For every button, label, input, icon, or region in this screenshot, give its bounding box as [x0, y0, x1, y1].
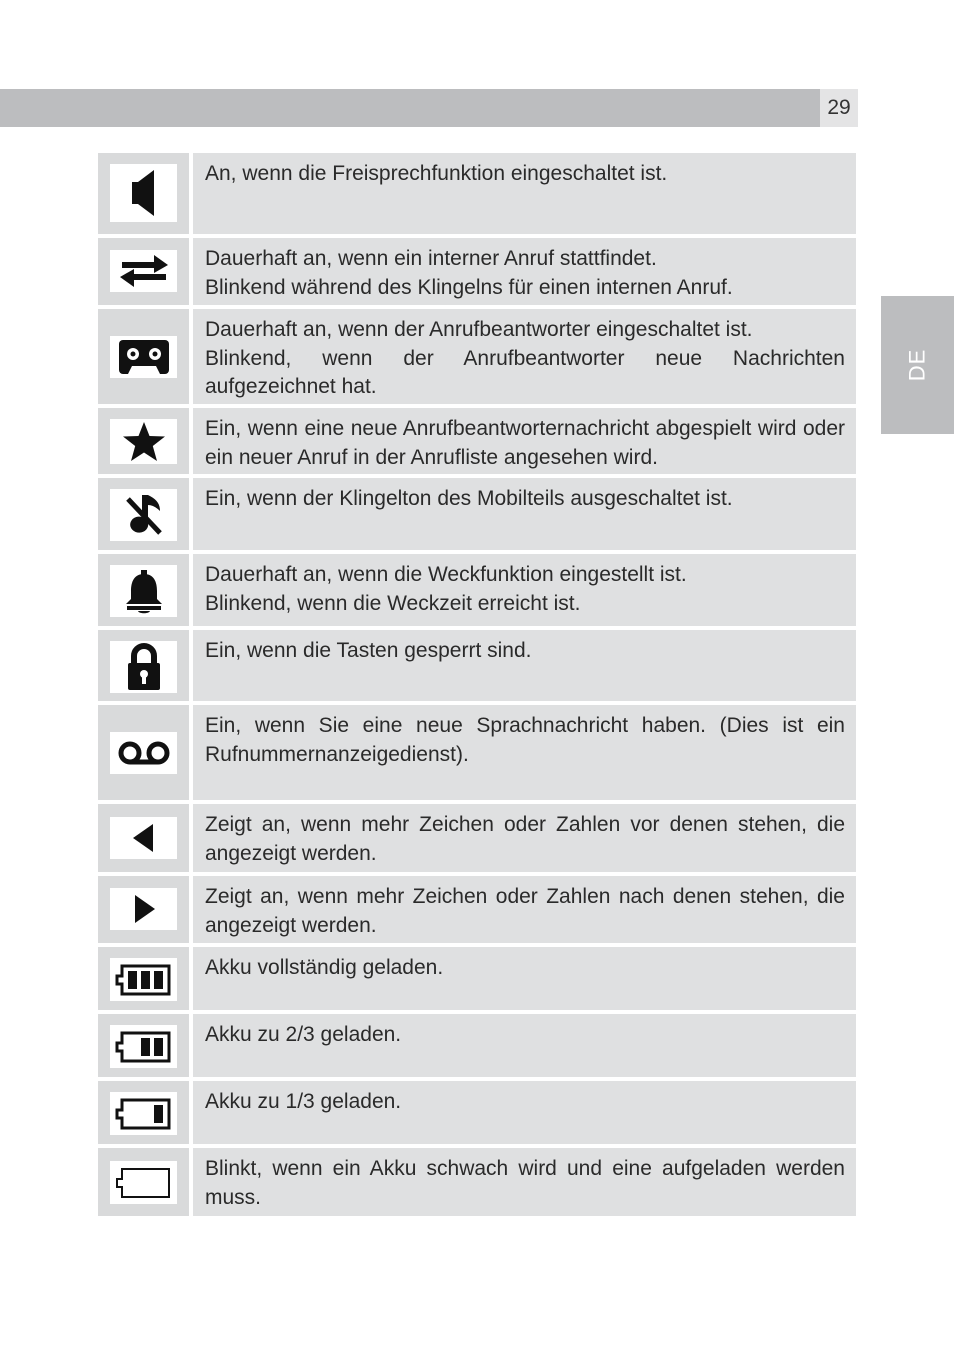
- description-cell: [193, 705, 856, 800]
- description-line: An, wenn die Freisprechfunktion eingeschaltet ist.: [205, 162, 668, 185]
- icon-cell: [98, 1148, 189, 1216]
- description-line: Akku zu 1/3 geladen.: [205, 1090, 402, 1113]
- table-row: [98, 947, 856, 1010]
- icon-cell: [98, 554, 189, 626]
- description-line: Blinkend, wenn der Anrufbeantworter neue Nachrichten aufgezeichnet hat.: [205, 346, 845, 398]
- table-row: [98, 478, 856, 550]
- battery-one-third-icon: [110, 1092, 177, 1135]
- icon-cell: [98, 1014, 189, 1077]
- description-line: Ein, wenn Sie eine neue Sprachnachricht haben. (Dies ist ein Rufnummernanzeigedienst).: [205, 714, 845, 766]
- icon-cell: [98, 947, 189, 1010]
- table-row: [98, 876, 856, 943]
- language-tab: [881, 296, 954, 434]
- answering-machine-icon: [110, 336, 177, 378]
- description-line: Blinkend während des Klingelns für einen internen Anruf.: [205, 275, 733, 299]
- icon-cell: [98, 1081, 189, 1144]
- description-line: Dauerhaft an, wenn der Anrufbeantworter eingeschaltet ist.: [205, 318, 753, 341]
- table-row: [98, 1014, 856, 1077]
- description-line: Ein, wenn die Tasten gesperrt sind.: [205, 639, 532, 662]
- arrow-left-icon: [110, 817, 177, 859]
- lock-icon: [110, 641, 177, 693]
- description-cell: [193, 630, 856, 701]
- table-row: [98, 1081, 856, 1144]
- battery-two-thirds-icon: [110, 1025, 177, 1068]
- battery-empty-icon: [110, 1161, 177, 1204]
- icon-cell: [98, 876, 189, 943]
- description-cell: [193, 947, 856, 1010]
- description-line: Akku vollständig geladen.: [205, 956, 444, 979]
- description-line: Ein, wenn der Klingelton des Mobilteils ausgeschaltet ist.: [205, 487, 733, 510]
- description-line: Blinkt, wenn ein Akku schwach wird und eine aufgeladen werden muss.: [205, 1157, 845, 1209]
- description-cell: [193, 1148, 856, 1216]
- icon-cell: [98, 238, 189, 305]
- battery-full-icon: [110, 958, 177, 1001]
- icon-cell: [98, 309, 189, 404]
- language-tab-label: DE: [904, 348, 930, 382]
- description-line: Ein, wenn eine neue Anrufbeantworternachricht abgespielt wird oder ein neuer Anruf in der Anrufliste angesehen wird.: [205, 417, 845, 469]
- table-row: [98, 630, 856, 701]
- description-cell: [193, 554, 856, 626]
- description-cell: [193, 1014, 856, 1077]
- page-number: 29: [820, 89, 858, 127]
- description-cell: [193, 1081, 856, 1144]
- alarm-bell-icon: [110, 565, 177, 617]
- header-bar: [0, 89, 820, 127]
- icon-cell: [98, 705, 189, 800]
- description-cell: [193, 478, 856, 550]
- description-cell: [193, 804, 856, 872]
- table-row: [98, 804, 856, 872]
- description-cell: [193, 876, 856, 943]
- description-line: Zeigt an, wenn mehr Zeichen oder Zahlen vor denen stehen, die angezeigt werden.: [205, 813, 845, 865]
- speaker-icon: [110, 164, 177, 222]
- description-cell: [193, 238, 856, 305]
- voicemail-icon: [110, 732, 177, 774]
- description-line: Dauerhaft an, wenn die Weckfunktion eingestellt ist.: [205, 563, 687, 586]
- table-row: [98, 408, 856, 474]
- icon-cell: [98, 153, 189, 234]
- table-row: [98, 554, 856, 626]
- star-icon: [110, 419, 177, 464]
- description-cell: [193, 408, 856, 474]
- description-cell: [193, 309, 856, 404]
- icon-cell: [98, 408, 189, 474]
- arrow-right-icon: [110, 888, 177, 930]
- description-line: Akku zu 2/3 geladen.: [205, 1023, 402, 1046]
- description-cell: [193, 153, 856, 234]
- intercom-arrows-icon: [110, 250, 177, 292]
- description-line: Blinkend, wenn die Weckzeit erreicht ist.: [205, 591, 581, 615]
- description-line: Zeigt an, wenn mehr Zeichen oder Zahlen nach denen stehen, die angezeigt werden.: [205, 885, 845, 937]
- ringer-off-icon: [110, 489, 177, 541]
- table-row: [98, 1148, 856, 1216]
- icon-cell: [98, 630, 189, 701]
- table-row: [98, 238, 856, 305]
- icon-cell: [98, 804, 189, 872]
- table-row: [98, 309, 856, 404]
- description-line: Dauerhaft an, wenn ein interner Anruf stattfindet.: [205, 247, 657, 270]
- table-row: [98, 705, 856, 800]
- table-row: [98, 153, 856, 234]
- icon-cell: [98, 478, 189, 550]
